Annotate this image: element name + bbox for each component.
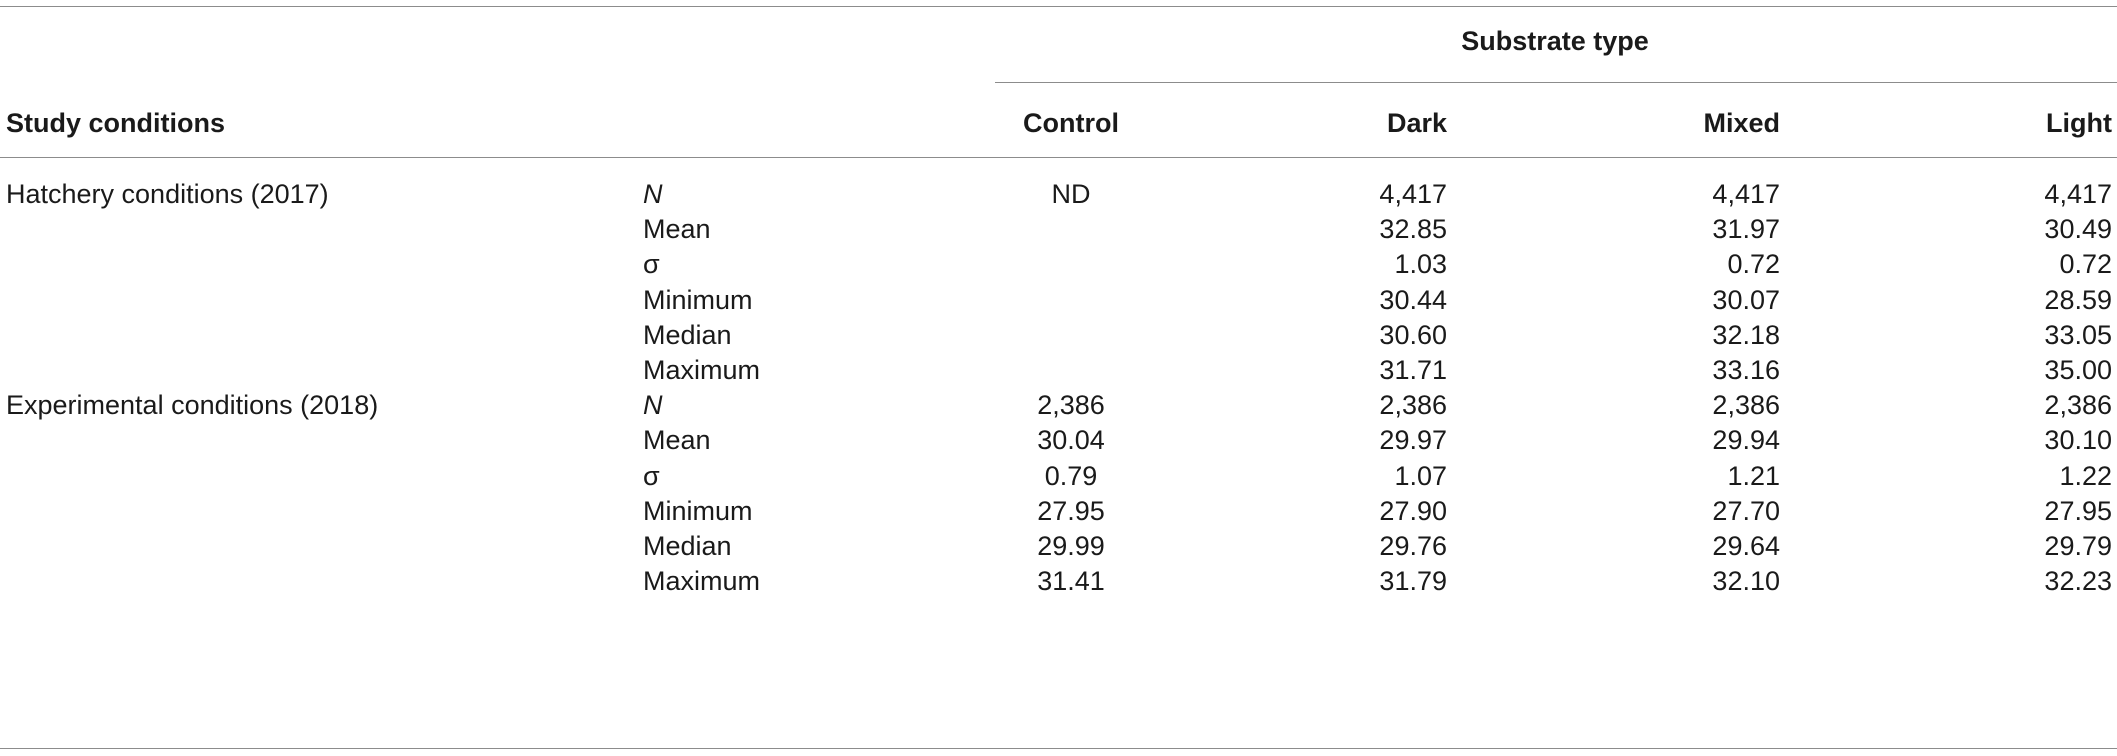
table-cell: 32.85 — [1379, 214, 1447, 245]
table-cell: 31.41 — [1037, 566, 1105, 597]
table-cell: 0.79 — [1044, 460, 1098, 491]
table-cell: 30.49 — [2044, 214, 2112, 245]
table-cell: ND — [1051, 179, 1091, 209]
row-stat-label: N — [643, 390, 663, 421]
table-cell: 4,417 — [2044, 179, 2112, 209]
table-cell: 31.71 — [1379, 355, 1447, 385]
table-cell: 32.23 — [2044, 566, 2112, 597]
table-cell: 29.94 — [1712, 425, 1780, 456]
table-cell: 27.70 — [1712, 495, 1780, 526]
table-cell: 1.21 — [1727, 460, 1780, 491]
group-label: Hatchery conditions (2017) — [6, 179, 329, 209]
table-cell: 31.97 — [1712, 214, 1780, 245]
column-header-control: Control — [1023, 108, 1119, 138]
table-cell: 0.72 — [2059, 249, 2112, 280]
table-cell: 32.18 — [1712, 319, 1780, 350]
row-stat-label: N — [643, 179, 663, 209]
column-header-dark: Dark — [1386, 108, 1447, 138]
table-cell: 30.10 — [2044, 425, 2112, 456]
row-stat-label: Maximum — [643, 355, 761, 385]
table-cell: 30.60 — [1379, 319, 1447, 350]
row-header-study-conditions: Study conditions — [6, 108, 225, 138]
column-header-mixed: Mixed — [1703, 108, 1780, 138]
group-header-rule — [995, 82, 2117, 83]
table-bottom-rule — [0, 748, 2117, 749]
table-cell: 0.72 — [1727, 249, 1780, 280]
table-cell: 27.90 — [1379, 495, 1447, 526]
column-header-light: Light — [2046, 108, 2112, 138]
table-cell: 31.79 — [1379, 566, 1447, 597]
table-cell: 2,386 — [1379, 390, 1447, 421]
row-stat-label: Median — [643, 319, 732, 350]
table-cell: 2,386 — [1712, 390, 1780, 421]
table-cell: 29.76 — [1379, 531, 1447, 561]
table-cell: 30.04 — [1037, 425, 1105, 456]
table-cell: 35.00 — [2044, 355, 2112, 385]
table-cell: 27.95 — [2044, 495, 2112, 526]
table-cell: 29.99 — [1037, 531, 1105, 561]
row-stat-label: Minimum — [643, 495, 753, 526]
table-cell: 4,417 — [1712, 179, 1780, 209]
group-label: Experimental conditions (2018) — [6, 390, 379, 421]
table-cell: 27.95 — [1037, 495, 1105, 526]
table-cell: 1.22 — [2059, 460, 2112, 491]
group-header-substrate-type: Substrate type — [1461, 26, 1649, 56]
header-bottom-rule — [0, 157, 2117, 158]
table-cell: 32.10 — [1712, 566, 1780, 597]
table-cell: 29.64 — [1712, 531, 1780, 561]
table-cell: 29.97 — [1379, 425, 1447, 456]
table-top-rule — [0, 6, 2117, 7]
table-cell: 30.07 — [1712, 284, 1780, 315]
row-stat-label: Maximum — [643, 566, 761, 597]
table-cell: 4,417 — [1379, 179, 1447, 209]
table-cell: 2,386 — [1037, 390, 1105, 421]
table-cell: 2,386 — [2044, 390, 2112, 421]
row-stat-label: Median — [643, 531, 732, 561]
table-cell: 28.59 — [2044, 284, 2112, 315]
table-cell: 30.44 — [1379, 284, 1447, 315]
row-stat-label: σ — [643, 460, 660, 491]
table-cell: 33.05 — [2044, 319, 2112, 350]
row-stat-label: σ — [643, 249, 660, 280]
table-cell: 1.03 — [1394, 249, 1447, 280]
table-cell: 1.07 — [1394, 460, 1447, 491]
table-cell: 29.79 — [2044, 531, 2112, 561]
row-stat-label: Minimum — [643, 284, 753, 315]
row-stat-label: Mean — [643, 214, 711, 245]
table-cell: 33.16 — [1712, 355, 1780, 385]
row-stat-label: Mean — [643, 425, 711, 456]
